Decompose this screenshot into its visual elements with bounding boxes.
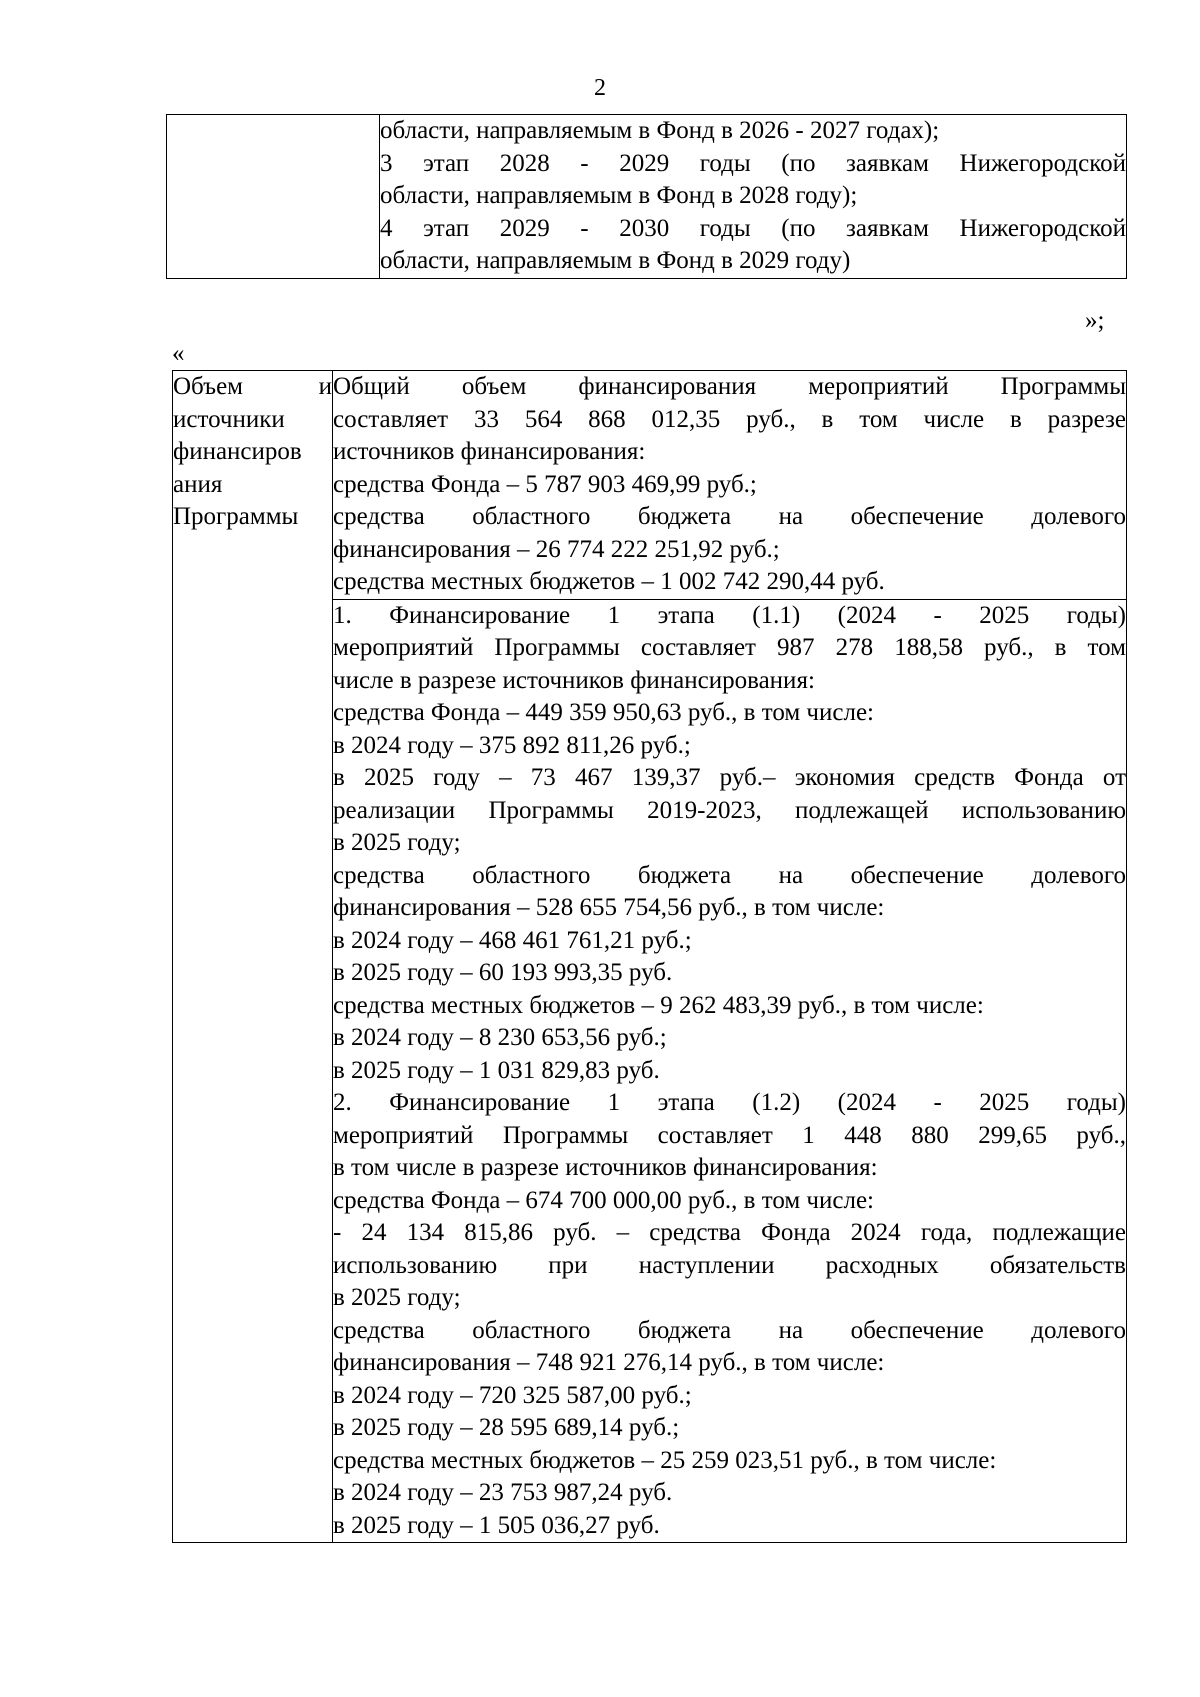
text-line: средства областного бюджета на обеспечение долевого [333,1316,1126,1344]
text-line: в 2025 году – 73 467 139,37 руб.– экономия средств Фонда от [333,764,1126,791]
text-line: Общий объем финансирования мероприятий Программы [333,373,1126,400]
table-row [173,371,1127,600]
text-line: области, направляемым в Фонд в 2029 году) [380,247,851,274]
text-line: мероприятий Программы составляет 987 278 188,58 руб., в том [333,634,1126,661]
text-line: средства Фонда – 5 787 903 469,99 руб.; [333,470,757,498]
text-line: в том числе в разрезе источников финансирования: [333,1154,878,1181]
stages-text-cell [380,115,1127,279]
closing-quote-mark: »; [1085,307,1105,334]
text-line: средства областного бюджета на обеспечение долевого [333,861,1126,889]
text-line: в 2025 году – 1 505 036,27 руб. [333,1511,660,1539]
text-line: 2. Финансирование 1 этапа (1.2) (2024 - 2025 годы) [333,1089,1126,1116]
text-line: в 2024 году – 375 892 811,26 руб.; [333,731,691,759]
text-line: области, направляемым в Фонд в 2026 - 2027 годах); [380,117,940,144]
label-line: ания [173,470,223,498]
page-number: 2 [594,75,606,101]
text-line: в 2024 году – 468 461 761,21 руб.; [333,926,692,954]
financing-table [172,370,1127,1543]
text-line: числе в разрезе источников финансирования: [333,666,815,694]
text-line: финансирования – 26 774 222 251,92 руб.; [333,535,780,563]
text-line: финансирования – 748 921 276,14 руб., в том числе: [333,1349,885,1376]
financing-summary-cell [333,371,1127,600]
text-line: 4 этап 2029 - 2030 годы (по заявкам Нижегородской [380,214,1126,242]
text-line: в 2025 году; [333,1284,461,1311]
text-line: в 2025 году – 60 193 993,35 руб. [333,959,673,986]
text-line: средства Фонда – 449 359 950,63 руб., в том числе: [333,699,874,726]
text-line: - 24 134 815,86 руб. – средства Фонда 2024 года, подлежащие [333,1219,1126,1246]
opening-quote-mark: « [172,340,185,367]
table-row [167,115,1127,279]
empty-label-cell [167,115,380,279]
text-line: в 2025 году; [333,829,461,856]
text-line: области, направляемым в Фонд в 2028 году); [380,182,858,209]
text-line: использованию при наступлении расходных обязательств [333,1251,1126,1279]
text-line: средства областного бюджета на обеспечение долевого [333,503,1126,530]
text-line: в 2024 году – 720 325 587,00 руб.; [333,1381,692,1409]
text-line: средства местных бюджетов – 9 262 483,39 руб., в том числе: [333,991,984,1019]
stages-table [166,114,1127,279]
text-line: средства местных бюджетов – 25 259 023,51 руб., в том числе: [333,1446,997,1474]
text-line: средства Фонда – 674 700 000,00 руб., в том числе: [333,1186,874,1214]
text-line: в 2024 году – 23 753 987,24 руб. [333,1479,673,1506]
label-line: Объем и [173,373,332,400]
financing-details-cell [333,599,1127,1543]
financing-label-cell [173,371,333,1543]
text-line: мероприятий Программы составляет 1 448 880 299,65 руб., [333,1121,1126,1149]
text-line: в 2025 году – 28 595 689,14 руб.; [333,1414,680,1441]
text-line: источников финансирования: [333,438,646,465]
text-line: составляет 33 564 868 012,35 руб., в том числе в разрезе [333,405,1126,433]
text-line: в 2024 году – 8 230 653,56 руб.; [333,1024,667,1051]
text-line: 1. Финансирование 1 этапа (1.1) (2024 - 2025 годы) [333,601,1126,629]
label-line: Программы [173,503,299,530]
text-line: в 2025 году – 1 031 829,83 руб. [333,1056,660,1084]
label-line: источники [173,405,285,433]
label-line: финансиров [173,438,302,465]
text-line: средства местных бюджетов – 1 002 742 290,44 руб. [333,568,885,595]
text-line: 3 этап 2028 - 2029 годы (по заявкам Нижегородской [380,149,1126,177]
text-line: финансирования – 528 655 754,56 руб., в том числе: [333,894,885,921]
text-line: реализации Программы 2019-2023, подлежащей использованию [333,796,1126,824]
